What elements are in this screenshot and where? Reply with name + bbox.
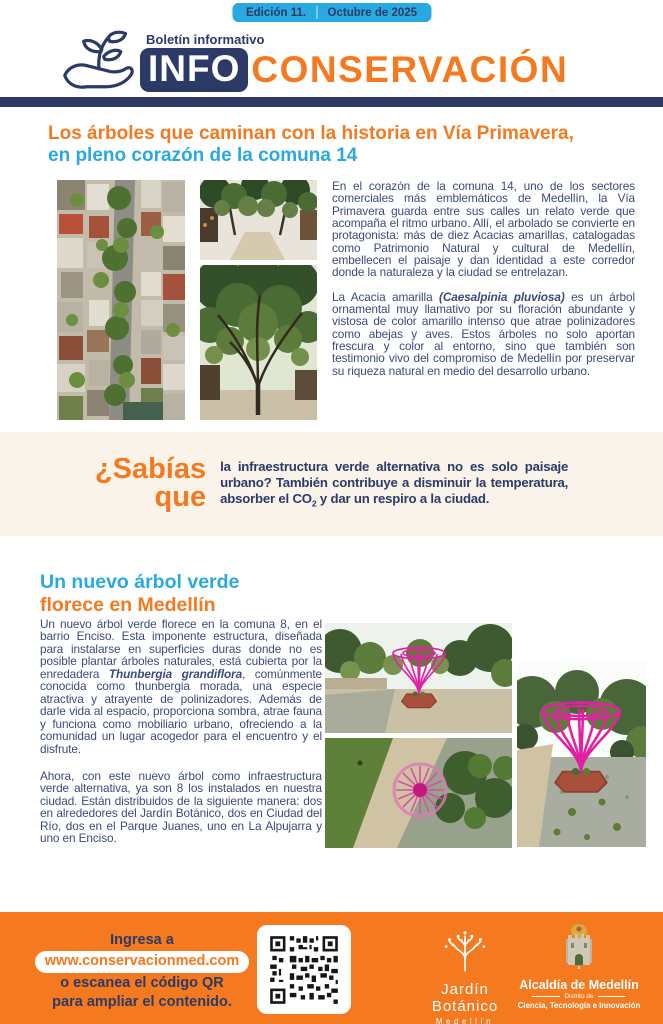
jardin-line1: Jardín [441, 981, 489, 998]
hand-holding-sprout-icon [60, 30, 136, 101]
article2-body [40, 618, 322, 845]
did-you-know-band [0, 432, 663, 536]
edition-number: Edición 11. [245, 6, 307, 19]
city-crest-icon [563, 958, 595, 975]
co2-subscript: 2 [311, 498, 317, 509]
article2-title-line2: florece en Medellín [40, 594, 216, 616]
fact-text-after: y dar un respiro a la ciudad. [316, 490, 490, 506]
did-you-know-lead-line2: que [154, 481, 207, 513]
edition-badge [232, 3, 431, 22]
article1-p2-after: es un árbol ornamental muy llamativo por su floración abundante y vistosa de color amarillo intenso que atrae polinizadores como abejas y aves. Estos árboles no solo aportan frescura y color al entorno, sino que también son testimonio vivo del compromiso de Medellín por preservar su riqueza natural en medio del desarrollo urbano. [332, 289, 635, 378]
brand-tagline: Boletín informativo [146, 32, 265, 47]
did-you-know-lead-line1: ¿Sabías [94, 453, 207, 486]
article2-title-line1: Un nuevo árbol verde [40, 571, 240, 593]
article2-species-name: Thunbergia grandiflora [108, 666, 243, 681]
footer-cta [22, 931, 262, 1011]
alcaldia-dash-left [532, 996, 560, 997]
fact-text-before: la infraestructura verde alternativa no es solo paisaje urbano? También contribuye a disminuir la temperatura, absorber el CO [220, 459, 569, 506]
did-you-know-text [220, 459, 568, 509]
photo-pink-tree-aerial [325, 738, 512, 848]
article2-paragraph-1 [40, 618, 322, 755]
article1-paragraph-2 [332, 291, 635, 377]
article2-p1-before: Un nuevo árbol verde florece en la comuna 8, en el barrio Enciso. Esta imponente estructura, diseñada para instalarse en superficies duras donde no es posible plantar árboles naturales, está cubierta por la enredadera [40, 617, 322, 681]
badge-divider [316, 6, 318, 19]
article2-p2-text: Ahora, con este nuevo árbol como infraestructura verde alternativa, ya son 8 los instalados en nuestra ciudad. Están distribuidos de la siguiente manera: dos en alrededores del Jardín Botánico, dos en Ciudad del Río, dos en el Parque Juanes, uno en La Alpujarra y uno en Enciso. [40, 768, 322, 846]
footer [0, 912, 663, 1024]
photo-aerial-via-primavera [57, 180, 185, 420]
alcaldia-dash-right [598, 996, 626, 997]
qr-code-icon [268, 934, 340, 1006]
brand-text [140, 30, 568, 92]
photo-street-trees [200, 180, 317, 260]
cta-line2: o escanea el código QR [60, 974, 224, 991]
brand-title [140, 48, 568, 92]
jardin-botanico-logo [416, 926, 514, 1024]
article1-title-line1: Los árboles que caminan con la historia en Vía Primavera, [48, 123, 574, 144]
alcaldia-subtitle-2: Ciencia, Tecnología e Innovación [517, 1001, 641, 1010]
article2-p1-after: , comúnmente conocida como thunbergia morada, una especie atractiva y atrayente de polinizadores. Además de darle vida al espacio, proporciona sombra, atrae fauna y funciona como mobiliario urbano, ofreciendo a la comunidad un lugar acogedor para el encuentro y el disfrute. [40, 666, 322, 756]
alcaldia-sub1-text: Distrito de [564, 993, 594, 1000]
jardin-line2: Botánico [431, 998, 499, 1015]
alcaldia-title: Alcaldía de Medellín [519, 978, 639, 992]
alcaldia-medellin-logo [505, 923, 653, 1010]
article1-body [332, 180, 635, 377]
photo-pink-tree-structure-2 [517, 662, 646, 847]
photo-pink-tree-structure-1 [325, 623, 512, 733]
photo-tree-canopy [200, 265, 317, 420]
cta-intro: Ingresa a [110, 932, 174, 948]
alcaldia-subtitle-1 [505, 993, 653, 1000]
edition-date: Octubre de 2025 [327, 6, 418, 19]
article2-title [40, 571, 239, 617]
cta-line3: para ampliar el contenido. [52, 993, 232, 1010]
article2-photo-group [325, 615, 647, 860]
jardin-line3: Medellín [435, 1017, 495, 1024]
did-you-know-lead [94, 453, 207, 513]
tree-icon [437, 961, 493, 978]
website-link[interactable]: www.conservacionmed.com [35, 951, 249, 973]
brand-info-box: INFO [140, 48, 248, 92]
masthead [60, 30, 568, 101]
article1-p2-before: La Acacia amarilla [332, 289, 439, 304]
article1-title [48, 123, 574, 167]
article1-species-name: (Caesalpinia pluviosa) [439, 289, 565, 304]
article1-p1-text: En el corazón de la comuna 14, uno de los sectores comerciales más emblemáticos de Medellín, la Vía Primavera guarda entre sus calles un relato verde que acompaña el ritmo urbano. Allí, el arbolado se convierte en protagonista: más de diez Acacias amarillas, catalogadas como Patrimonio Natural y cultural de Medellín, embellecen el paisaje y dan identidad a este corredor donde la naturaleza y la ciudad se entrelazan. [332, 179, 635, 280]
header-rule [0, 97, 663, 107]
brand-conservacion: CONSERVACIÓN [251, 49, 569, 90]
article2-paragraph-2 [40, 770, 322, 845]
article1-title-line2: en pleno corazón de la comuna 14 [48, 145, 358, 167]
article1-paragraph-1 [332, 180, 635, 279]
qr-code [257, 925, 351, 1014]
